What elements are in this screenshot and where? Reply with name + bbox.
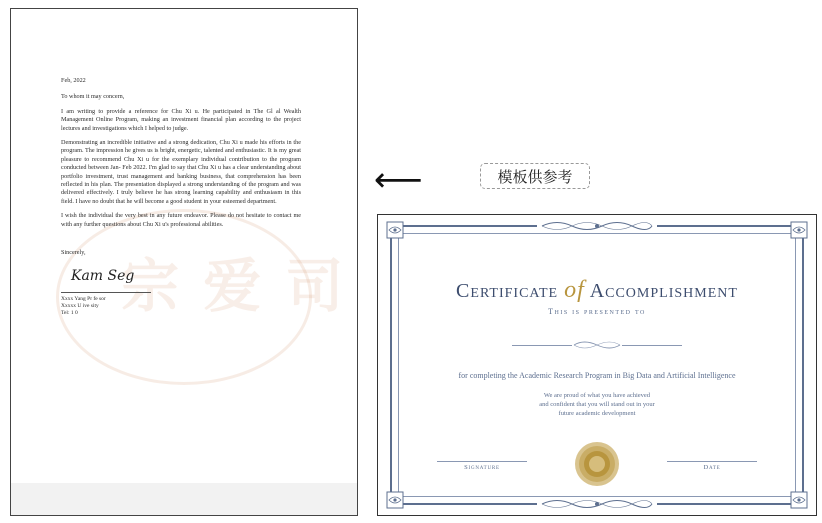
signer-line-3: Tel: 1 0 [61, 309, 78, 316]
certificate-subtitle: This is presented to [548, 307, 646, 316]
template-caption: 模板供参考 [480, 163, 590, 189]
title-of: of [564, 277, 585, 303]
signature-label: Signature [464, 464, 500, 471]
reference-letter [10, 8, 358, 516]
letter-paragraph-1: I am writing to provide a reference for Chu Xi u. He participated in The Gl al Wealth Management Online Program, making an investment financial plan according to the project lectures and investigations which I helped to judge. [61, 107, 301, 132]
name-ornament-icon [572, 339, 622, 351]
corner-ornament-icon [790, 491, 808, 509]
corner-ornament-icon [386, 221, 404, 239]
letter-content [61, 77, 301, 317]
signature-rule [61, 292, 151, 293]
letter-paragraph-2: Demonstrating an incredible initiative and a strong dedication, Chu Xi u made his efforts in the program. The impression he gives us is bright, energetic, talented and enthusiastic. It is my great pleasure to recommend Chu Xi u for the exemplary individual contribution to the program conducted between Jan- Feb 2022. I'm glad to say that Chu Xi u has a clear understanding about portfolio investment, trust management and banking business, that comprehension has been reflected in his plan. The presentation displayed a strong understanding of the program and was delivered effectively. I truly believe he has strong learning capability and enthusiasm in this field. I have no doubt that he will become a good student in your esteemed department. [61, 139, 301, 205]
certificate-description: for completing the Academic Research Program in Big Data and Artificial Intelligence [458, 371, 736, 380]
gold-seal-icon [574, 441, 620, 487]
letter-salutation: To whom it may concern, [61, 93, 125, 101]
signature-block [437, 461, 527, 471]
signer-line-1: Xxxx Yang Pr fe sor [61, 295, 106, 302]
corner-ornament-icon [790, 221, 808, 239]
date-block [667, 461, 757, 471]
corner-ornament-icon [386, 491, 404, 509]
signature-line [437, 461, 527, 462]
left-arrow-icon: ⟵ [374, 160, 423, 200]
letter-closing: Sincerely, [61, 249, 86, 257]
top-flourish-icon [537, 219, 657, 233]
letter-bottom-bar [11, 483, 357, 515]
certificate-panel [377, 214, 817, 516]
date-line [667, 461, 757, 462]
note-line-3: future academic development [558, 410, 636, 417]
letter-paragraph-3: I wish the individual the very best in any future endeavor. Please do not hesitate to contact me with any further questions about Chu Xi u's professional abilities. [61, 212, 301, 228]
letter-signature: Kam Seg [71, 267, 135, 284]
signer-line-2: Xxxxx U ive sity [61, 302, 99, 309]
certificate-border [390, 225, 804, 505]
title-certificate: Certificate [456, 280, 559, 302]
certificate-note [392, 391, 802, 418]
bottom-flourish-icon [537, 497, 657, 511]
title-accomplishment: Accomplishment [589, 280, 738, 302]
certificate-title [392, 277, 802, 304]
watermark-text: 宗 爱 司 [121, 252, 346, 320]
note-line-2: and confident that you will stand out in your [539, 401, 655, 408]
date-label: Date [703, 464, 721, 471]
note-line-1: We are proud of what you have achieved [543, 392, 651, 399]
letter-date: Feb, 2022 [61, 77, 86, 84]
